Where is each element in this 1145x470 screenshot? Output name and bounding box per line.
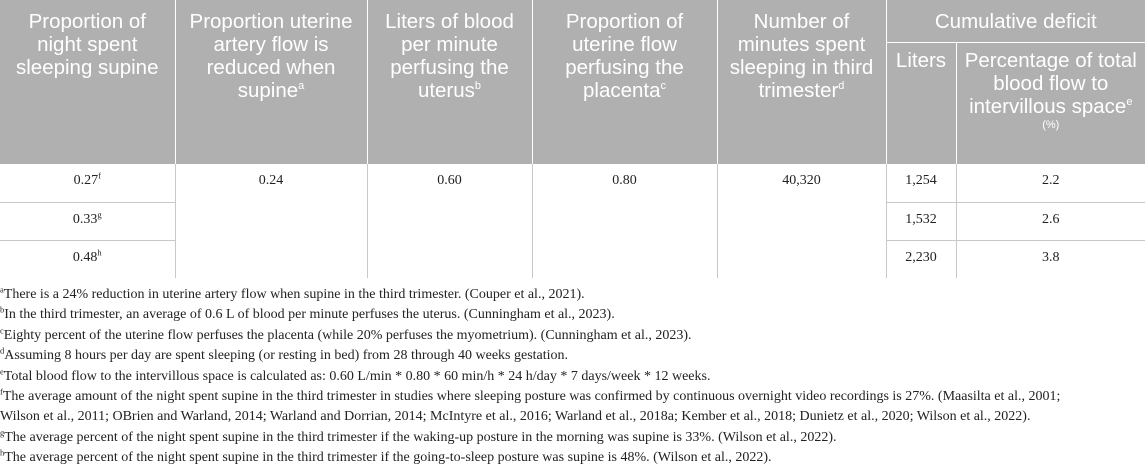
footnotes [0, 285, 1145, 469]
footnote-mark: g [0, 427, 5, 438]
footnote-mark: d [838, 80, 845, 93]
cell-placenta-proportion: 0.80 [532, 164, 717, 278]
footnote-mark: a [298, 80, 305, 93]
footnote: $^f$The average amount of the night spent supine in the third trimester in studies where sleeping posture was confirmed by continuous overnight video recordings is 27%. (Maasilta et al., 2001; [0, 386, 1061, 404]
footnote: $^d$Assuming 8 hours per day are spent sleeping (or resting in bed) from 28 through 40 weeks gestation. [0, 346, 569, 364]
cell-liters: 2,230 [886, 240, 956, 278]
cell-liters: 1,532 [886, 202, 956, 240]
footnote-continued: Wilson et al., 2011; OBrien and Warland, 2014; Warland and Dorrian, 2014; McIntyre et al., 2016; Warland et al., 2018a; Kember et al., 2018; Dunietz et al., 2020; Wilson et al., 2022). [0, 409, 1031, 425]
footnote-mark: f [98, 170, 101, 181]
footnote: $^a$There is a 24% reduction in uterine artery flow when supine in the third trimester. (Couper et al., 2021). [0, 285, 585, 302]
header-proportion-supine: Proportion of night spent sleeping supine [0, 0, 175, 164]
footnote-mark: c [0, 325, 4, 336]
footnote-mark: d [0, 346, 5, 356]
footnote-mark: b [474, 80, 482, 93]
cell-percent: 3.8 [956, 240, 1145, 278]
footnote: $^g$The average percent of the night spent supine in the third trimester if the waking-up posture in the morning was supine is 33%. (Wilson et al., 2022). [0, 427, 837, 445]
header-cumulative-deficit: Cumulative deficit [886, 0, 1145, 42]
footnote-mark: h [0, 448, 5, 458]
footnote-mark: e [0, 366, 4, 376]
footnote-mark: c [660, 80, 666, 93]
table-row [0, 164, 1145, 202]
cell-proportion: 0.33$^g$ [0, 202, 175, 240]
footnote-mark: f [0, 386, 3, 397]
header-liters-per-minute: Liters of blood per minute perfusing the uterus$^b$ [367, 0, 532, 164]
footnote: $^e$Total blood flow to the intervillous space is calculated as: 0.60 L/min * 0.80 * 60 min/h * 24 h/day * 7 days/week * 12 weeks. [0, 366, 711, 384]
header-minutes-sleeping: Number of minutes spent sleeping in third trimester$^d$ [717, 0, 886, 164]
footnote-mark: e [1126, 95, 1133, 108]
cell-uterine-reduction: 0.24 [175, 164, 367, 278]
header-liters: Liters [886, 42, 956, 164]
header-uterine-flow-reduction: Proportion uterine artery flow is reduced when supine$^a$ [175, 0, 367, 164]
header-placenta-proportion: Proportion of uterine flow perfusing the placenta$^c$ [532, 0, 717, 164]
footnote-mark: a [0, 285, 4, 295]
footnote-mark: b [0, 305, 5, 315]
cell-percent: 2.6 [956, 202, 1145, 240]
footnote-mark: g [97, 208, 102, 219]
cell-proportion: 0.48$^h$ [72, 246, 102, 265]
cell-liters-per-minute: 0.60 [367, 164, 532, 278]
cell-proportion: 0.27$^f$ [0, 164, 175, 202]
footnote: $^c$Eighty percent of the uterine flow perfuses the placenta (while 20% perfuses the myometrium). (Cunningham et al., 2023). [0, 325, 692, 343]
footnote: $^h$The average percent of the night spent supine in the third trimester if the going-to-sleep posture was supine is 48%. (Wilson et al., 2022). [0, 448, 772, 466]
header-percentage-intervillous: Percentage of total blood flow to intervillous space$^e$ (%) [956, 42, 1145, 164]
footnote: $^b$In the third trimester, an average of 0.6 L of blood per minute perfuses the uterus. (Cunningham et al., 2023). [0, 305, 615, 323]
percent-unit: (%) [1042, 118, 1060, 131]
cell-percent: 2.2 [956, 164, 1145, 202]
cell-liters: 1,254 [886, 164, 956, 202]
cell-minutes: 40,320 [717, 164, 886, 278]
footnote-mark: h [97, 246, 102, 257]
